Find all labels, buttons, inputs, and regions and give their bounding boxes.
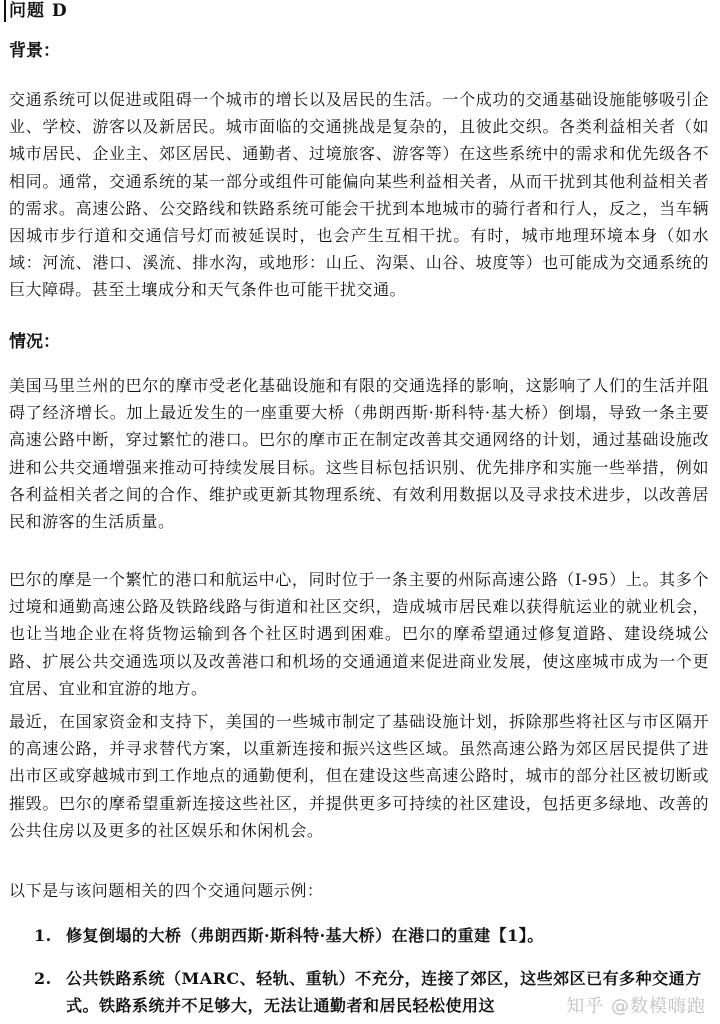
- situation-paragraph-3: 最近，在国家资金和支持下，美国的一些城市制定了基础设施计划，拆除那些将社区与市区隔开的高速公路，并寻求替代方案，以重新连接和振兴这些区域。虽然高速公路为郊区居民提供了进出市区或穿越城市到工作地点的通勤便利，但在建设这些高速公路时，城市的部分社区被切断或摧毁。巴尔的摩希望重新连接这些社区，并提供更多可持续的社区建设，包括更多绿地、改善的公共住房以及更多的社区娱乐和休闲机会。: [9, 712, 709, 840]
- background-paragraph: 交通系统可以促进或阻碍一个城市的增长以及居民的生活。一个成功的交通基础设施能够吸引企业、学校、游客以及新居民。城市面临的交通挑战是复杂的，且彼此交织。各类利益相关者（如城市居民、企业主、郊区居民、通勤者、过境旅客、游客等）在这些系统中的需求和优先级各不相同。通常，交通系统的某一部分或组件可能偏向某些利益相关者，从而干扰到其他利益相关者的需求。高速公路、公交路线和铁路系统可能会干扰到本地城市的骑行者和行人，反之，当车辆因城市步行道和交通信号灯而被延误时，也会产生互相干扰。有时，城市地理环境本身（如水域：河流、港口、溪流、排水沟，或地形：山丘、沟渠、山谷、坡度等）也可能成为交通系统的巨大障碍。甚至土壤成分和天气条件也可能干扰交通。: [9, 90, 709, 300]
- list-item-number: 2.: [34, 969, 52, 988]
- list-item-text: 修复倒塌的大桥（弗朗西斯·斯科特·基大桥）在港口的重建【1】。: [66, 926, 544, 945]
- issues-intro: 以下是与该问题相关的四个交通问题示例：: [9, 881, 324, 900]
- watermark: 知乎 @数模嗨跑: [566, 996, 706, 1017]
- situation-paragraph-1: 美国马里兰州的巴尔的摩市受老化基础设施和有限的交通选择的影响，这影响了人们的生活并阻碍了经济增长。加上最近发生的一座重要大桥（弗朗西斯·斯科特·基大桥）倒塌，导致一条主要高速公路中断，穿过繁忙的港口。巴尔的摩市正在制定改善其交通网络的计划，通过基础设施改进和公共交通增强来推动可持续发展目标。这些目标包括识别、优先排序和实施一些举措，例如各利益相关者之间的合作、维护或更新其物理系统、有效利用数据以及寻求技术进步，以改善居民和游客的生活质量。: [9, 376, 709, 532]
- list-item: [30, 965, 710, 1019]
- list-item-text: 公共铁路系统（MARC、轻轨、重轨）不充分，连接了郊区，这些郊区已有多种交通方式。铁路系统并不足够大，无法让通勤者和居民轻松使用这: [66, 969, 702, 1015]
- list-item-number: 1.: [34, 926, 52, 945]
- list-item: [30, 922, 710, 949]
- background-heading: 背景：: [9, 41, 60, 61]
- issues-list: [30, 922, 710, 1019]
- situation-heading: 情况：: [9, 332, 60, 352]
- situation-paragraph-2: 巴尔的摩是一个繁忙的港口和航运中心，同时位于一条主要的州际高速公路（I-95）上。其多个过境和通勤高速公路及铁路线路与街道和社区交织，造成城市居民难以获得航运业的就业机会，也让当地企业在将货物运输到各个社区时遇到困难。巴尔的摩希望通过修复道路、建设绕城公路、扩展公共交通选项以及改善港口和机场的交通通道来促进商业发展，使这座城市成为一个更宜居、宜业和宜游的地方。: [9, 570, 709, 698]
- problem-title: 问题 D: [4, 0, 68, 22]
